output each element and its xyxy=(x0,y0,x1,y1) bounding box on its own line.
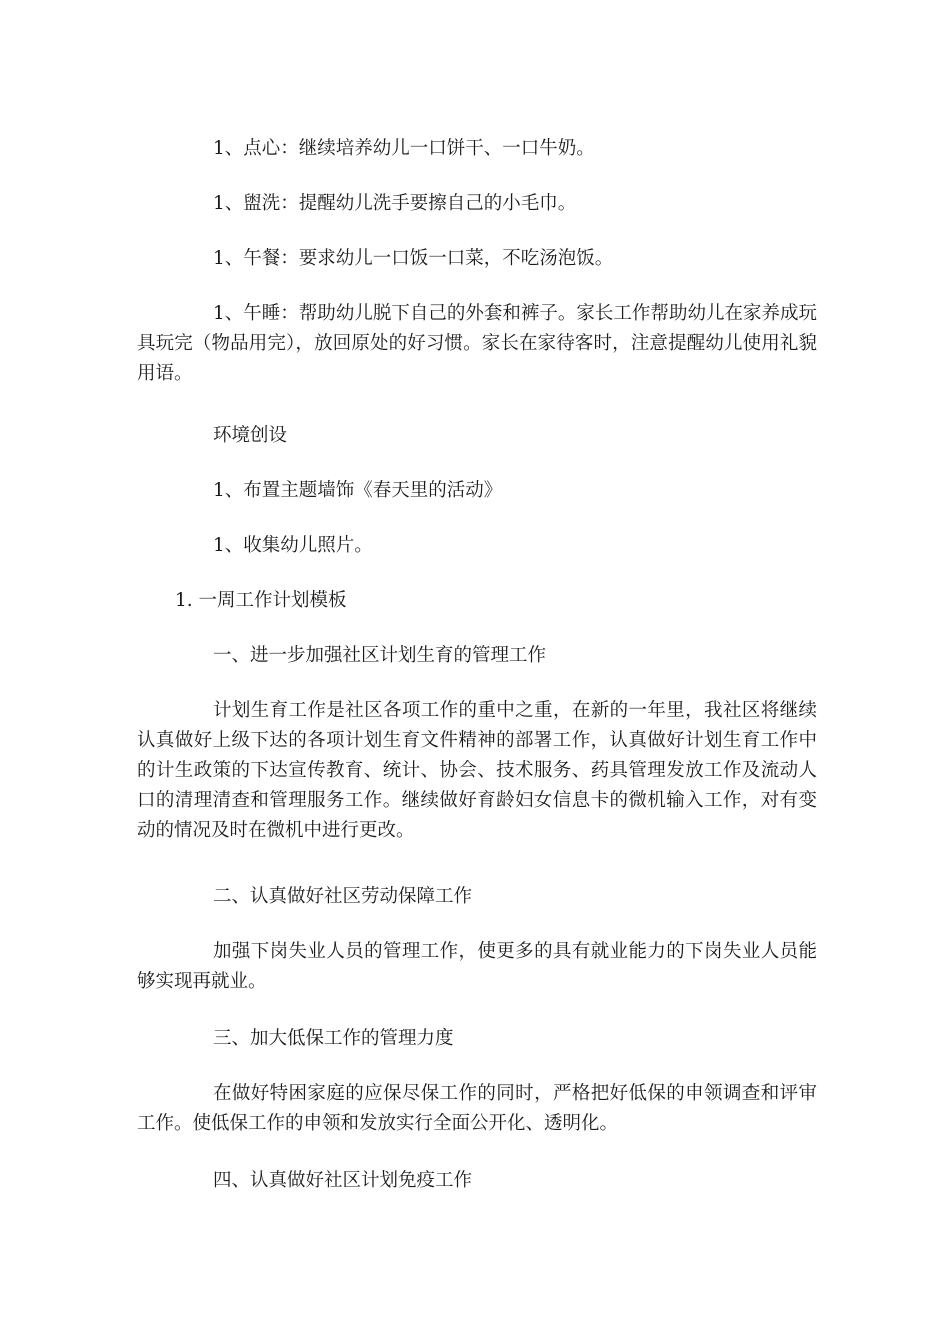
heading-environment: 环境创设 xyxy=(213,425,288,446)
paragraph-snack: 1、点心：继续培养幼儿一口饼干、一口牛奶。 xyxy=(213,138,595,159)
heading-section-three: 三、加大低保工作的管理力度 xyxy=(213,1028,454,1049)
paragraph-employment: 加强下岗失业人员的管理工作，使更多的具有就业能力的下岗失业人员能够实现再就业。 xyxy=(137,941,817,992)
paragraph-photos: 1、收集幼儿照片。 xyxy=(213,535,373,556)
heading-section-one: 一、进一步加强社区计划生育的管理工作 xyxy=(213,645,547,666)
paragraph-lunch: 1、午餐：要求幼儿一口饭一口菜，不吃汤泡饭。 xyxy=(213,248,614,269)
paragraph-family-planning: 计划生育工作是社区各项工作的重中之重，在新的一年里，我社区将继续认真做好上级下达的各项计划生育文件精神的部署工作，认真做好计划生育工作中的计生政策的下达宣传教育、统计、协会、技术服务、药具管理发放工作及流动人口的清理清查和管理服务工作。继续做好育龄妇女信息卡的微机输入工作，对有变动的情况及时在微机中进行更改。 xyxy=(137,700,817,841)
heading-section-four: 四、认真做好社区计划免疫工作 xyxy=(213,1170,473,1191)
paragraph-nap: 1、午睡：帮助幼儿脱下自己的外套和裤子。家长工作帮助幼儿在家养成玩具玩完（物品用完），放回原处的好习惯。家长在家待客时，注意提醒幼儿使用礼貌用语。 xyxy=(137,303,817,384)
paragraph-theme-wall: 1、布置主题墙饰《春天里的活动》 xyxy=(213,480,503,501)
heading-section-two: 二、认真做好社区劳动保障工作 xyxy=(213,886,473,907)
paragraph-low-income: 在做好特困家庭的应保尽保工作的同时，严格把好低保的申领调查和评审工作。使低保工作的申领和发放实行全面公开化、透明化。 xyxy=(137,1083,817,1134)
heading-weekly-plan: 1. 一周工作计划模板 xyxy=(175,590,347,611)
paragraph-washing: 1、盥洗：提醒幼儿洗手要擦自己的小毛巾。 xyxy=(213,193,577,214)
